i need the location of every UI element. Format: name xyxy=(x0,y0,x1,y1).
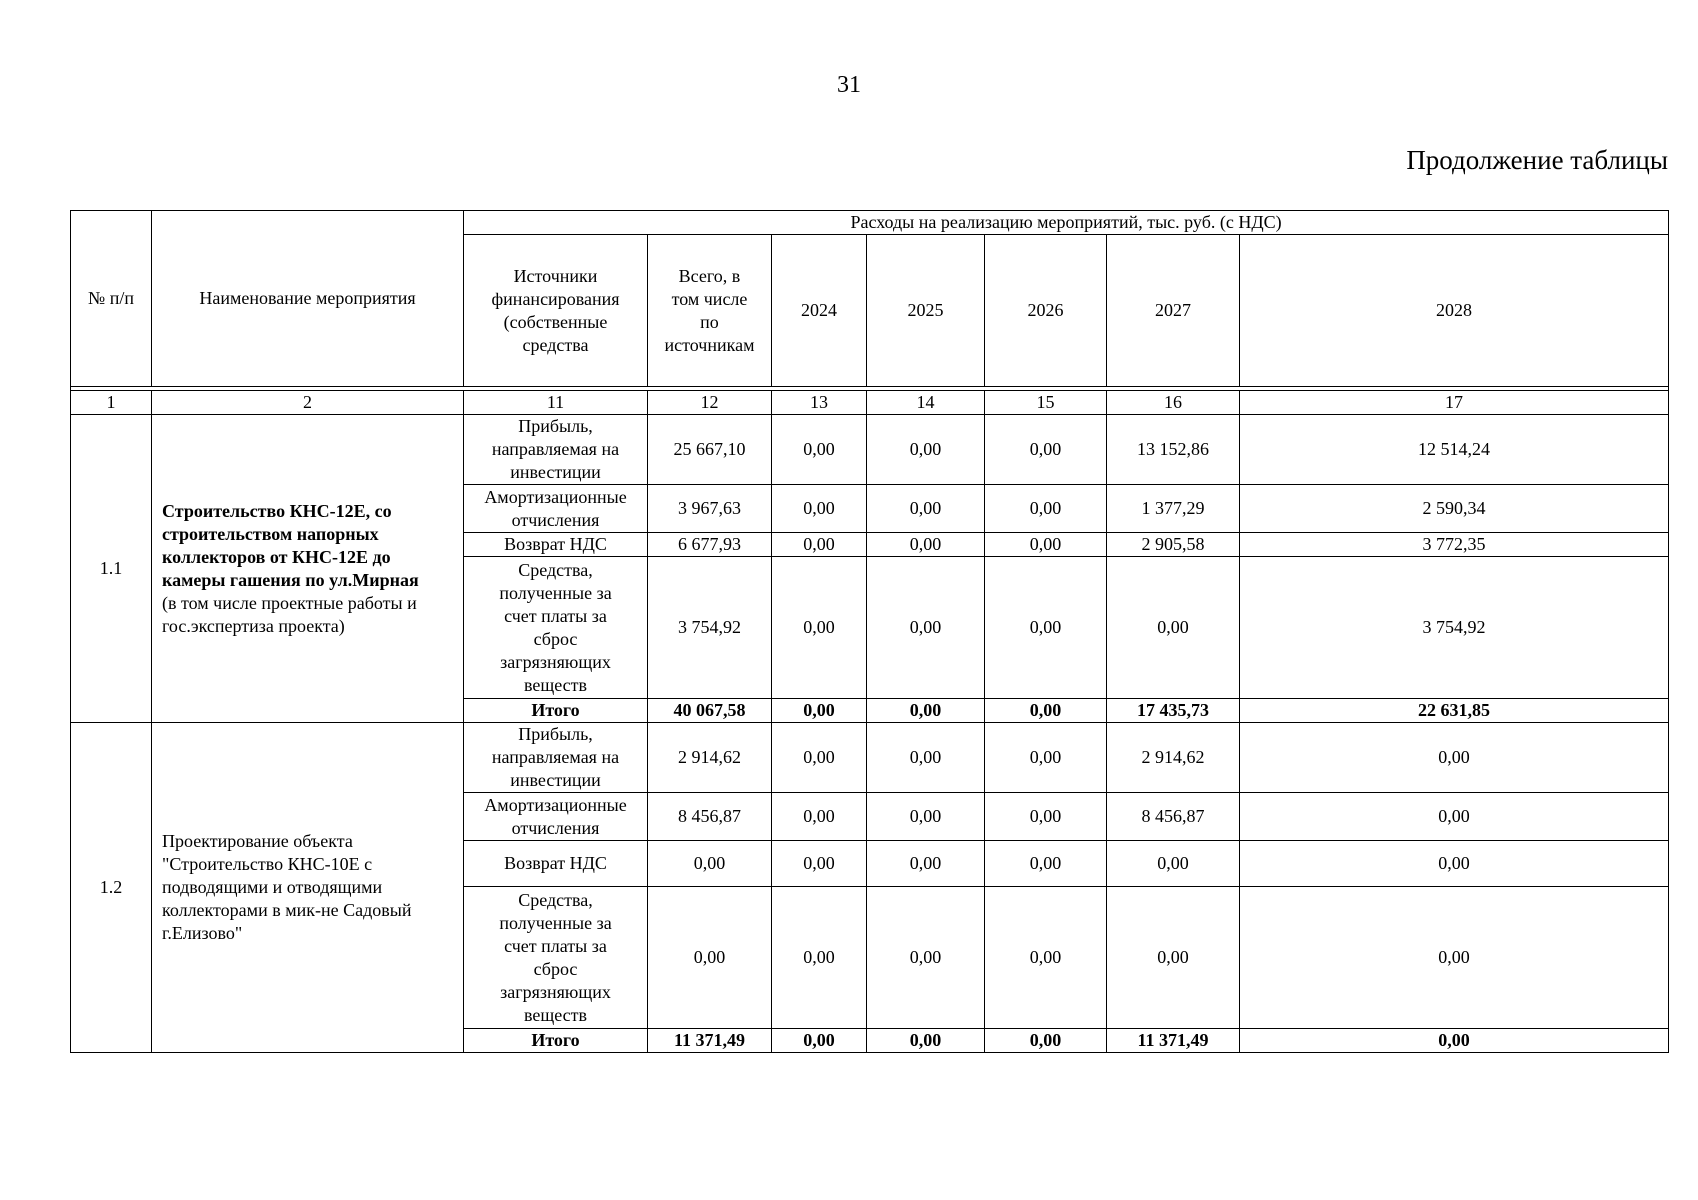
header-year: 2024 xyxy=(772,235,867,387)
text-line: Средства, xyxy=(518,889,593,910)
text-line: финансирования xyxy=(491,288,620,309)
text-line: Источники xyxy=(513,265,598,286)
total-value: 11 371,49 xyxy=(1107,1029,1240,1053)
total-value: 2 914,62 xyxy=(648,723,772,793)
year-value: 0,00 xyxy=(985,533,1107,557)
column-number: 15 xyxy=(985,391,1107,415)
funding-source xyxy=(464,887,648,1029)
text-line: счет платы за xyxy=(504,605,607,626)
item-name-line: коллекторами в мик-не Садовый xyxy=(162,900,412,920)
year-value: 0,00 xyxy=(772,533,867,557)
funding-source xyxy=(464,793,648,841)
text-line: полученные за xyxy=(499,582,612,603)
year-value: 0,00 xyxy=(1107,887,1240,1029)
total-value: 22 631,85 xyxy=(1240,699,1669,723)
year-value: 2 914,62 xyxy=(1107,723,1240,793)
text-line: Прибыль, xyxy=(518,724,593,744)
continuation-label: Продолжение таблицы xyxy=(1406,145,1668,175)
text-line: полученные за xyxy=(499,912,612,933)
header-year: 2026 xyxy=(985,235,1107,387)
total-value: 25 667,10 xyxy=(648,415,772,485)
header-year: 2025 xyxy=(867,235,985,387)
text-line: отчисления xyxy=(511,509,600,530)
header-total xyxy=(648,235,772,387)
year-value: 0,00 xyxy=(1240,841,1669,887)
text-line: Возврат НДС xyxy=(504,853,607,873)
item-name-line: гос.экспертиза проекта) xyxy=(162,615,345,636)
year-value: 0,00 xyxy=(1240,723,1669,793)
year-value: 0,00 xyxy=(772,841,867,887)
column-number: 2 xyxy=(152,391,464,415)
item-name-line: Проектирование объекта xyxy=(162,831,353,851)
column-number: 1 xyxy=(71,391,152,415)
item-name-line: коллекторов от КНС-12Е до xyxy=(162,546,391,567)
text-line: направляемая на xyxy=(491,747,620,767)
year-value: 0,00 xyxy=(867,793,985,841)
item-name-line: подводящими и отводящими xyxy=(162,877,383,897)
text-line: том числе xyxy=(671,288,748,309)
column-number: 14 xyxy=(867,391,985,415)
year-value: 0,00 xyxy=(1107,841,1240,887)
year-value: 0,00 xyxy=(772,887,867,1029)
year-value: 0,00 xyxy=(867,557,985,699)
total-value: 0,00 xyxy=(985,1029,1107,1053)
total-value: 6 677,93 xyxy=(648,533,772,557)
year-value: 0,00 xyxy=(1240,887,1669,1029)
year-value: 12 514,24 xyxy=(1240,415,1669,485)
text-line: отчисления xyxy=(511,817,600,838)
year-value: 0,00 xyxy=(985,887,1107,1029)
total-value: 40 067,58 xyxy=(648,699,772,723)
column-number: 11 xyxy=(464,391,648,415)
text-line: счет платы за xyxy=(504,935,607,956)
year-value: 0,00 xyxy=(985,793,1107,841)
year-value: 0,00 xyxy=(772,415,867,485)
year-value: 0,00 xyxy=(985,415,1107,485)
text-line: Амортизационные xyxy=(484,794,627,815)
table-row xyxy=(71,415,1669,485)
expenses-table xyxy=(70,210,1669,1053)
text-line: Средства, xyxy=(518,559,593,580)
header-expenses: Расходы на реализацию мероприятий, тыс. руб. (с НДС) xyxy=(464,211,1669,235)
funding-source xyxy=(464,485,648,533)
table-row xyxy=(71,723,1669,793)
year-value: 0,00 xyxy=(985,723,1107,793)
item-name xyxy=(152,415,464,723)
year-value: 2 590,34 xyxy=(1240,485,1669,533)
text-line: загрязняющих xyxy=(500,981,611,1002)
total-value: 0,00 xyxy=(648,841,772,887)
year-value: 0,00 xyxy=(772,793,867,841)
text-line: сброс xyxy=(533,958,578,979)
year-value: 0,00 xyxy=(772,557,867,699)
text-line: Прибыль, xyxy=(518,416,593,436)
total-value: 0,00 xyxy=(772,1029,867,1053)
text-line: Амортизационные xyxy=(484,486,627,507)
year-value: 0,00 xyxy=(772,485,867,533)
funding-source xyxy=(464,415,648,485)
year-value: 0,00 xyxy=(1240,793,1669,841)
header-name: Наименование мероприятия xyxy=(152,211,464,387)
text-line: по xyxy=(700,311,719,332)
text-line: веществ xyxy=(523,674,588,695)
funding-source xyxy=(464,557,648,699)
total-value: 0,00 xyxy=(985,699,1107,723)
year-value: 0,00 xyxy=(985,557,1107,699)
item-name-line: г.Елизово" xyxy=(162,923,243,943)
year-value: 2 905,58 xyxy=(1107,533,1240,557)
item-name-line: Строительство КНС-12Е, со xyxy=(162,500,392,521)
funding-source xyxy=(464,841,648,887)
header-num: № п/п xyxy=(71,211,152,387)
page-number: 31 xyxy=(837,72,861,98)
column-number: 16 xyxy=(1107,391,1240,415)
item-name-line: "Строительство КНС-10Е с xyxy=(162,854,373,874)
text-line: сброс xyxy=(533,628,578,649)
year-value: 8 456,87 xyxy=(1107,793,1240,841)
header-year: 2027 xyxy=(1107,235,1240,387)
total-value: 3 967,63 xyxy=(648,485,772,533)
text-line: инвестиции xyxy=(510,770,601,790)
item-name-line: (в том числе проектные работы и xyxy=(162,592,417,613)
total-value: 0,00 xyxy=(648,887,772,1029)
item-number: 1.1 xyxy=(71,415,152,723)
year-value: 0,00 xyxy=(867,723,985,793)
year-value: 3 772,35 xyxy=(1240,533,1669,557)
total-label: Итого xyxy=(464,699,648,723)
text-line: Возврат НДС xyxy=(504,534,607,554)
year-value: 13 152,86 xyxy=(1107,415,1240,485)
text-line: загрязняющих xyxy=(500,651,611,672)
text-line: (собственные xyxy=(503,311,608,332)
year-value: 0,00 xyxy=(867,887,985,1029)
text-line: направляемая на xyxy=(491,439,620,459)
item-name-line: строительством напорных xyxy=(162,523,379,544)
year-value: 0,00 xyxy=(772,723,867,793)
text-line: источникам xyxy=(664,334,755,355)
year-value: 0,00 xyxy=(867,485,985,533)
total-value: 17 435,73 xyxy=(1107,699,1240,723)
header-sources xyxy=(464,235,648,387)
text-line: средства xyxy=(522,334,589,355)
year-value: 0,00 xyxy=(985,841,1107,887)
column-number: 12 xyxy=(648,391,772,415)
item-number: 1.2 xyxy=(71,723,152,1053)
text-line: Всего, в xyxy=(678,265,741,286)
year-value: 3 754,92 xyxy=(1240,557,1669,699)
funding-source xyxy=(464,723,648,793)
total-value: 0,00 xyxy=(867,699,985,723)
year-value: 0,00 xyxy=(867,415,985,485)
header-year: 2028 xyxy=(1240,235,1669,387)
year-value: 0,00 xyxy=(867,533,985,557)
column-number: 17 xyxy=(1240,391,1669,415)
year-value: 0,00 xyxy=(1107,557,1240,699)
text-line: веществ xyxy=(523,1004,588,1025)
item-name xyxy=(152,723,464,1053)
year-value: 0,00 xyxy=(867,841,985,887)
total-value: 3 754,92 xyxy=(648,557,772,699)
total-value: 11 371,49 xyxy=(648,1029,772,1053)
total-value: 8 456,87 xyxy=(648,793,772,841)
funding-source xyxy=(464,533,648,557)
total-label: Итого xyxy=(464,1029,648,1053)
total-value: 0,00 xyxy=(772,699,867,723)
column-number: 13 xyxy=(772,391,867,415)
year-value: 1 377,29 xyxy=(1107,485,1240,533)
total-value: 0,00 xyxy=(1240,1029,1669,1053)
year-value: 0,00 xyxy=(985,485,1107,533)
total-value: 0,00 xyxy=(867,1029,985,1053)
text-line: инвестиции xyxy=(510,462,601,482)
item-name-line: камеры гашения по ул.Мирная xyxy=(162,569,419,590)
